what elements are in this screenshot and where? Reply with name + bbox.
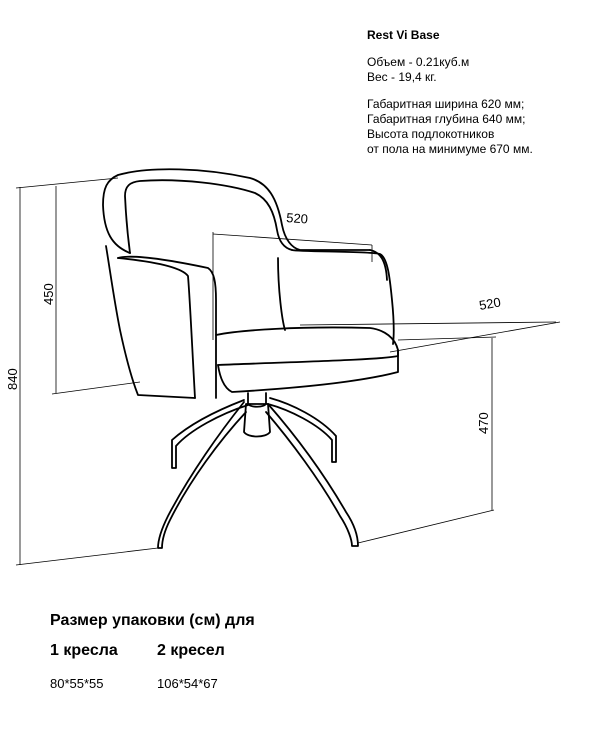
backrest-inner [125,180,292,253]
dim-840-bottom-ext [16,548,158,565]
armrest-height-text-1: Высота подлокотников [367,127,495,141]
packaging-labels-row [50,642,255,662]
dim-seat-width-label: 520 [285,210,309,227]
packaging-label-one: 1 кресла [50,642,118,659]
specifications-block [367,28,533,157]
packaging-heading: Размер упаковки (см) для [50,612,255,629]
dim-450-label: 450 [41,283,56,305]
depth-text: Габаритная глубина 640 мм; [367,112,526,126]
packaging-value-two: 106*54*67 [157,676,218,691]
dim-seat-depth-label: 520 [477,294,502,313]
dim-520-depth-ext [300,322,556,325]
dim-470-label: 470 [476,412,491,434]
shell-front-edge [118,258,195,398]
dim-520-depth-line [390,322,560,352]
packaging-value-one: 80*55*55 [50,676,104,691]
dim-450-bottom-ext [52,382,140,394]
product-title: Rest Vi Base [367,28,440,42]
dim-840-top-ext [16,178,118,188]
leg-front-right [266,404,358,546]
width-text: Габаритная ширина 620 мм; [367,97,525,111]
seat-front [218,350,398,392]
armrest-height-text-2: от пола на минимуме 670 мм. [367,142,533,156]
packaging-label-two: 2 кресел [157,642,225,659]
dim-840-label: 840 [5,368,20,390]
weight-text: Вес - 19,4 кг. [367,70,437,84]
shell-left-side [106,246,216,398]
dim-520-width-line [213,234,372,245]
packaging-values-row [50,676,255,696]
leg-back-right [268,398,336,462]
dim-470-bottom-ext [358,510,494,543]
packaging-block [50,612,255,696]
volume-text: Объем - 0.21куб.м [367,55,470,69]
leg-front-left [158,402,246,548]
dim-470-top-ext [398,337,496,340]
seat-top [216,327,398,365]
swivel-column [244,393,270,437]
backrest-outline [103,169,370,253]
